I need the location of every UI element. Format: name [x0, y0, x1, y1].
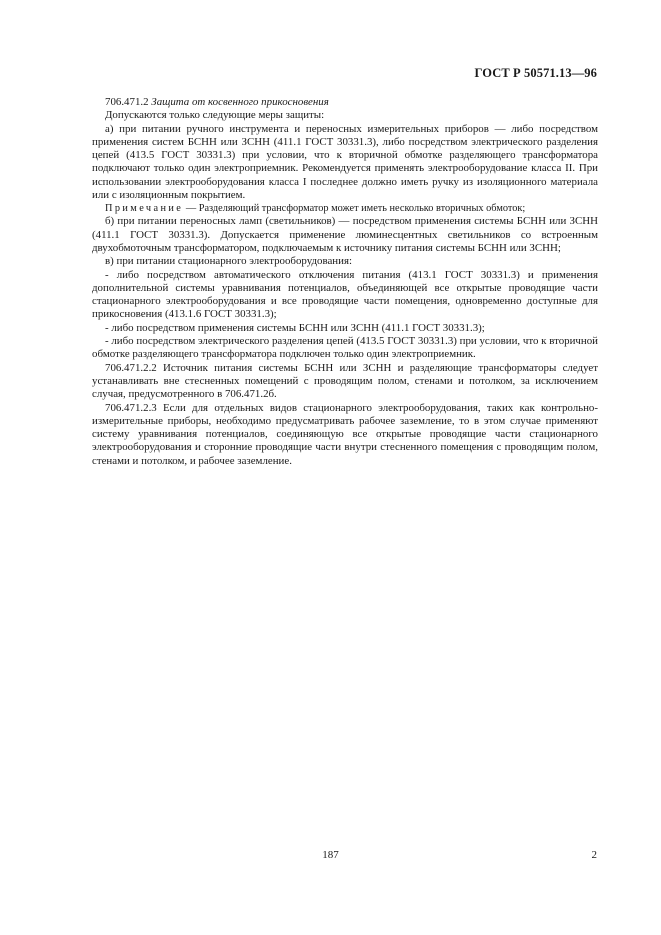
page-number: 187: [322, 849, 339, 861]
paragraph-intro: Допускаются только следующие меры защиты:: [105, 109, 325, 122]
paragraph-v-item-2: - либо посредством применения системы БСНН или ЗСНН (411.1 ГОСТ 30331.3);: [105, 321, 485, 334]
section-number: 706.471.2: [105, 96, 149, 108]
note-label: Примечание: [105, 203, 184, 215]
paragraph-a: а) при питании ручного инструмента и переносных измерительных приборов — либо посредством применения систем БСНН или ЗСНН (411.1 ГОСТ 30331.3), либо посредством электрического разделения цепей (413.5 ГОСТ 30331.3) при условии, что к вторичной обмотке разделяющего трансформатора подключают только один электроприемник. Рекомендуется применять электрооборудование класса II. При использовании электрооборудования класса I последнее должно иметь ручку из изоляционного материала или с изоляционным покрытием.: [92, 122, 598, 202]
paragraph-b: б) при питании переносных ламп (светильников) — посредством применения системы БСНН или ЗСНН (411.1 ГОСТ 30331.3). Допускается применение люминесцентных светильников со встроенным двухобмоточным трансформатором, подключаемым к источнику питания системы БСНН или ЗСНН;: [92, 215, 598, 254]
section-heading: [92, 96, 598, 109]
document-body: [92, 96, 598, 468]
note-text: — Разделяющий трансформатор может иметь несколько вторичных обмоток;: [185, 203, 526, 215]
note: [92, 202, 598, 215]
paragraph-v-item-1: - либо посредством автоматического отключения питания (413.1 ГОСТ 30331.3) и применения дополнительной системы уравнивания потенциалов, объединяющей все открытые проводящие части стационарного электрооборудования и все проводящие части помещения, одновременно доступные для прикосновения (413.1.6 ГОСТ 30331.3);: [92, 268, 598, 321]
paragraph-706-471-2-2: 706.471.2.2 Источник питания системы БСНН или ЗСНН и разделяющие трансформаторы следует устанавливать вне стесненных помещений с проводящим полом, стенами и потолком, за исключением случая, предусмотренного в 706.471.2б.: [92, 361, 598, 401]
document-id: ГОСТ Р 50571.13—96: [474, 66, 597, 80]
paragraph-v: в) при питании стационарного электрооборудования:: [105, 255, 352, 268]
sheet-number: 2: [591, 849, 597, 861]
paragraph-706-471-2-3: 706.471.2.3 Если для отдельных видов стационарного электрооборудования, таких как контрольно-измерительные приборы, необходимо предусматривать рабочее заземление, то в этом случае применяют систему уравнивания потенциалов, соединяющую все открытые проводящие части стационарного электрооборудования и сторонние проводящие части внутри стесненного помещения с проводящим полом, стенами и потолком, и рабочее заземление.: [92, 401, 598, 467]
section-title: Защита от косвенного прикосновения: [151, 96, 329, 108]
paragraph-v-item-3: - либо посредством электрического разделения цепей (413.5 ГОСТ 30331.3) при условии, что к вторичной обмотке разделяющего трансформатора подключен только один электроприемник.: [92, 335, 598, 361]
